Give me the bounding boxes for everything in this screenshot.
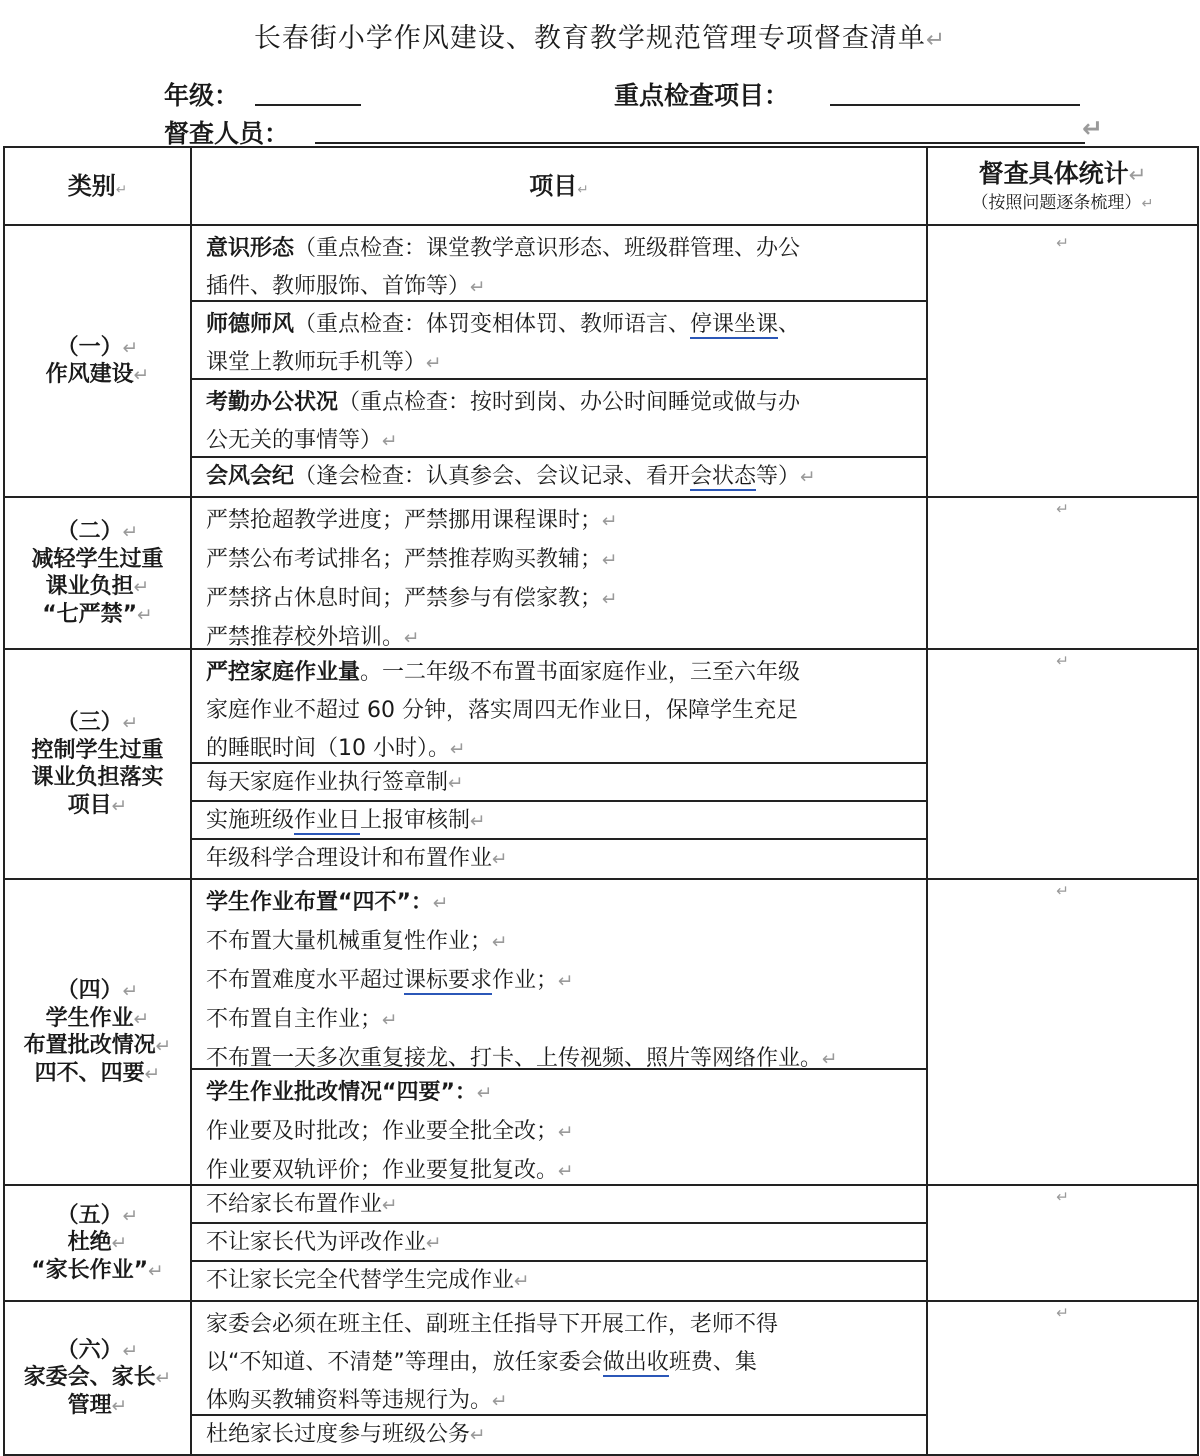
category-label: 四不、四要 [34,1060,145,1086]
list-item [192,458,926,496]
item-text: 年级科学合理设计和布置作业 [206,846,493,871]
underlined-term: 作业日 [294,808,361,833]
item-text: （重点检查：体罚变相体罚、教师语言、 [294,312,691,337]
return-mark: ↵ [382,1195,398,1216]
return-mark: ↵ [602,589,618,610]
inspector-label: 督查人员： [164,119,290,148]
item-cell [191,879,927,1185]
category-number: （一） [56,334,123,360]
item-text: 班费、集 [668,1350,757,1375]
header-item [191,147,927,225]
table-row [4,649,1198,879]
return-mark: ↵ [426,353,442,374]
category-label: 布置批改情况 [23,1033,156,1058]
return-mark: ↵ [122,1205,139,1227]
return-mark: ↵ [137,604,153,626]
return-mark: ↵ [476,1083,493,1104]
stat-cell[interactable] [927,1185,1198,1301]
return-mark: ↵ [1056,234,1069,252]
list-item [192,1416,926,1454]
list-item [192,650,926,764]
item-text: 不布置自主作业； [206,1007,383,1032]
item-text: 家庭作业不超过 60 分钟，落实周四无作业日，保障学生充足 [206,698,798,723]
return-mark: ↵ [822,1049,838,1070]
return-mark: ↵ [800,467,816,488]
return-mark: ↵ [558,971,574,992]
return-mark: ↵ [492,849,508,870]
list-item [192,226,926,302]
category-label: 课业负担落实 [31,765,164,790]
stat-cell[interactable] [927,497,1198,649]
return-mark: ↵ [122,713,139,734]
item-text: 公无关的事情等） [206,428,383,453]
return-mark: ↵ [558,1122,574,1143]
category-label: 管理 [67,1392,112,1418]
list-item [192,1262,926,1300]
item-text: （重点检查：按时到岗、办公时间睡觉或做与办 [338,390,801,415]
list-item [192,302,926,380]
item-heading: 师德师风 [206,312,295,337]
list-item [192,1302,926,1416]
header-item-text: 项目 [529,172,578,200]
category-label: 家委会、家长 [23,1365,156,1391]
table-row [4,225,1198,497]
return-mark: ↵ [144,1063,161,1085]
item-text: 每天家庭作业执行签章制 [206,770,449,795]
item-heading: 考勤办公状况 [206,390,339,415]
list-item [192,1070,926,1184]
return-mark: ↵ [1056,882,1069,900]
table-row [4,1301,1198,1455]
category-cell [4,497,191,649]
stat-cell[interactable] [927,225,1198,497]
category-number: （三） [56,710,123,735]
return-mark: ↵ [122,337,139,359]
return-mark: ↵ [1056,500,1069,518]
return-mark: ↵ [470,1425,486,1446]
item-text: 插件、教师服饰、首饰等） [206,274,471,299]
return-mark: ↵ [115,182,128,198]
return-mark: ↵ [148,1260,164,1282]
item-cell [191,1185,927,1301]
return-mark: ↵ [426,1233,442,1254]
underlined-term: 做出收 [602,1350,669,1375]
item-text: 作业； [492,968,559,993]
page-title [0,16,1200,55]
grade-field[interactable] [255,104,361,106]
category-label: 学生作业 [45,1005,134,1031]
item-text: （重点检查：课堂教学意识形态、班级群管理、办公 [294,236,801,261]
item-text: 杜绝家长过度参与班级公务 [206,1422,471,1447]
category-number: （四） [56,978,123,1003]
focus-field[interactable] [830,104,1080,106]
category-label: 作风建设 [45,362,134,387]
item-text: 不让家长代为评改作业 [206,1230,427,1255]
header-stat [927,147,1198,225]
return-mark: ↵ [492,932,508,953]
return-mark: ↵ [122,981,139,1002]
return-mark: ↵ [111,795,128,817]
return-mark: ↵ [111,1395,128,1417]
return-mark: ↵ [155,1036,172,1057]
item-text: 等） [756,464,801,489]
item-heading: 学生作业布置“四不”： [206,890,433,915]
return-mark: ↵ [432,893,449,914]
item-text: （逢会检查：认真参会、会议记录、看开 [294,464,691,489]
underlined-term: 停课坐课 [690,312,779,337]
item-text: 严禁挤占休息时间；严禁参与有偿家教； [206,586,603,611]
item-text: 家委会必须在班主任、副班主任指导下开展工作，老师不得 [206,1312,779,1337]
list-item [192,840,926,878]
category-label: 课业负担 [45,574,134,599]
category-cell [4,1301,191,1455]
return-mark: ↵ [602,511,618,532]
return-mark: ↵ [470,277,486,298]
item-text: 不布置大量机械重复性作业； [206,929,493,954]
grade-label: 年级： [164,81,240,110]
header-category [4,147,191,225]
list-item [192,498,926,648]
item-text: 实施班级 [206,808,295,833]
return-mark: ↵ [492,1391,508,1412]
list-item [192,880,926,1070]
category-cell [4,649,191,879]
return-mark: ↵ [558,1161,574,1182]
return-mark: ↵ [1056,1304,1069,1322]
return-mark: ↵ [133,577,150,598]
item-text: 作业要双轨评价；作业要复批复改。 [206,1158,559,1183]
return-mark: ↵ [133,1008,150,1030]
return-mark: ↵ [111,1233,128,1255]
item-text: 不让家长完全代替学生完成作业 [206,1268,515,1293]
focus-label: 重点检查项目： [614,81,790,110]
category-label: 减轻学生过重 [31,546,164,572]
return-mark: ↵ [1056,1188,1069,1206]
category-cell [4,225,191,497]
category-label: “家长作业” [31,1257,149,1283]
return-mark: ↵ [1082,114,1103,143]
item-text: 作业要及时批改；作业要全批全改； [206,1119,559,1144]
stat-cell[interactable] [927,1301,1198,1455]
return-mark: ↵ [122,1340,139,1362]
table-row [4,497,1198,649]
return-mark: ↵ [404,628,420,649]
item-heading: 意识形态 [206,236,295,261]
list-item [192,802,926,840]
category-label: “七严禁” [42,601,138,627]
return-mark: ↵ [925,27,947,53]
return-mark: ↵ [448,773,464,794]
return-mark: ↵ [382,1010,398,1031]
title-text: 长春街小学作风建设、教育教学规范管理专项督查清单 [253,23,926,54]
return-mark: ↵ [1128,162,1147,188]
category-number: （二） [56,519,123,544]
category-label: 杜绝 [67,1230,112,1256]
category-number: （六） [56,1337,123,1363]
item-cell [191,225,927,497]
item-text: 。一二年级不布置书面家庭作业，三至六年级 [360,660,801,685]
return-mark: ↵ [1141,196,1154,213]
return-mark: ↵ [470,811,486,832]
table-row [4,879,1198,1185]
return-mark: ↵ [382,431,398,452]
item-text: 体购买教辅资料等违规行为。 [206,1388,493,1413]
category-number: （五） [56,1202,123,1228]
inspector-field[interactable] [315,142,1085,144]
return-mark: ↵ [1056,652,1069,670]
table-row [4,1185,1198,1301]
item-text: 、 [778,312,801,337]
item-text: 严禁抢超教学进度；严禁挪用课程课时； [206,508,603,533]
item-text: 严禁公布考试排名；严禁推荐购买教辅； [206,547,603,572]
list-item [192,764,926,802]
return-mark: ↵ [122,522,139,543]
header-category-text: 类别 [67,172,116,200]
item-text: 上报审核制 [360,808,471,833]
item-text: 以“不知道、不清楚”等理由，放任家委会 [206,1350,603,1375]
return-mark: ↵ [602,550,618,571]
item-heading: 严控家庭作业量 [206,660,361,685]
stat-cell[interactable] [927,879,1198,1185]
return-mark: ↵ [133,365,150,386]
item-cell [191,497,927,649]
category-cell [4,879,191,1185]
list-item [192,380,926,458]
return-mark: ↵ [155,1368,172,1390]
return-mark: ↵ [450,739,466,760]
item-text: 不给家长布置作业 [206,1192,383,1217]
header-stat-text: 督查具体统计 [978,158,1129,188]
inspection-table [3,146,1199,1456]
return-mark: ↵ [577,182,589,198]
item-heading: 会风会纪 [206,464,295,489]
underlined-term: 课标要求 [404,968,493,993]
list-item [192,1186,926,1224]
header-stat-note: （按照问题逐条梳理） [971,193,1142,214]
item-cell [191,1301,927,1455]
item-text: 严禁推荐校外培训。 [206,625,405,650]
return-mark: ↵ [514,1271,530,1292]
category-label: 项目 [67,792,112,818]
stat-cell[interactable] [927,649,1198,879]
item-text: 不布置难度水平超过 [206,968,405,993]
underlined-term: 会状态 [690,464,757,489]
item-text: 不布置一天多次重复接龙、打卡、上传视频、照片等网络作业。 [206,1046,823,1071]
category-label: 控制学生过重 [31,737,164,763]
item-text: 课堂上教师玩手机等） [206,350,427,375]
list-item [192,1224,926,1262]
item-text: 的睡眠时间（10 小时）。 [206,736,450,761]
item-cell [191,649,927,879]
category-cell [4,1185,191,1301]
header-row [4,147,1198,225]
item-heading: 学生作业批改情况“四要”： [206,1080,477,1105]
